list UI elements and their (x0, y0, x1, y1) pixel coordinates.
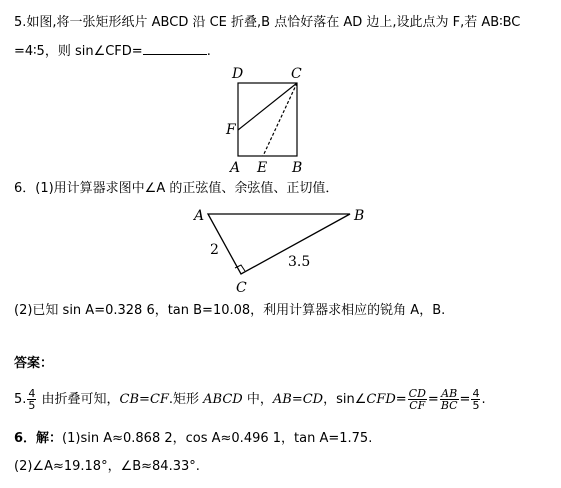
fraction-ab-bc: $\frac{AB}{BC}$ (440, 387, 458, 412)
rectangle-abcd (238, 83, 297, 156)
q5-rectangle-figure (220, 66, 320, 176)
segment-cf (238, 83, 297, 130)
q5-line-2-suffix: . (206, 44, 211, 59)
label-d: D (232, 66, 244, 82)
side-ac-length: 2 (210, 242, 219, 258)
label-a: A (230, 160, 241, 176)
triangle-abc (208, 214, 350, 274)
answer-blank (143, 42, 207, 55)
answer-6-part-1: 6．解：(1)sin A≈0.868 2，cos A≈0.496 1，tan A=1.75. (14, 431, 373, 446)
answer-5-number: 5. (14, 392, 27, 407)
q5-line-2-prefix: =4∶5，则 sin∠CFD= (14, 44, 143, 59)
label-a: A (194, 208, 205, 224)
label-b: B (292, 160, 303, 176)
q6-part-2: (2)已知 sin A=0.328 6，tan B=10.08，利用计算器求相应的锐角 A，B. (14, 303, 446, 318)
equation-cb-cf: CB=CF (119, 392, 169, 407)
fold-line-ce (263, 83, 297, 156)
label-f: F (226, 122, 236, 138)
answer-6-label: 6．解： (14, 431, 63, 446)
q5-line-1: 5.如图,将一张矩形纸片 ABCD 沿 CE 折叠,B 点恰好落在 AD 边上,设此点为 F,若 AB∶BC (14, 15, 521, 30)
label-c: C (236, 280, 247, 296)
q6-triangle-figure (190, 200, 380, 296)
label-b: B (354, 208, 365, 224)
q5-line-2 (14, 42, 211, 61)
q6-part-1: 6．(1)用计算器求图中∠A 的正弦值、余弦值、正切值． (14, 181, 339, 196)
equation-ab-cd: AB=CD (272, 392, 324, 407)
answer-6-part-2: (2)∠A≈19.18°，∠B≈84.33°. (14, 459, 200, 474)
answer-5: 5. $\frac{4}{5}$ 由折叠可知，CB=CF.矩形 ABCD 中，AB=CD，sin∠CFD= $\frac{CD}{CF}$ = $\frac{AB}{BC}$ = $\frac{4}{5}$ . (14, 387, 486, 412)
answer-heading: 答案： (14, 356, 54, 371)
label-c: C (291, 66, 302, 82)
fraction-4-5: $\frac{4}{5}$ (472, 387, 480, 412)
side-cb-length: 3.5 (288, 254, 311, 270)
label-e: E (257, 160, 268, 176)
answer-5-result-fraction: $\frac{4}{5}$ (28, 387, 36, 412)
fraction-cd-cf: $\frac{CD}{CF}$ (408, 387, 426, 412)
